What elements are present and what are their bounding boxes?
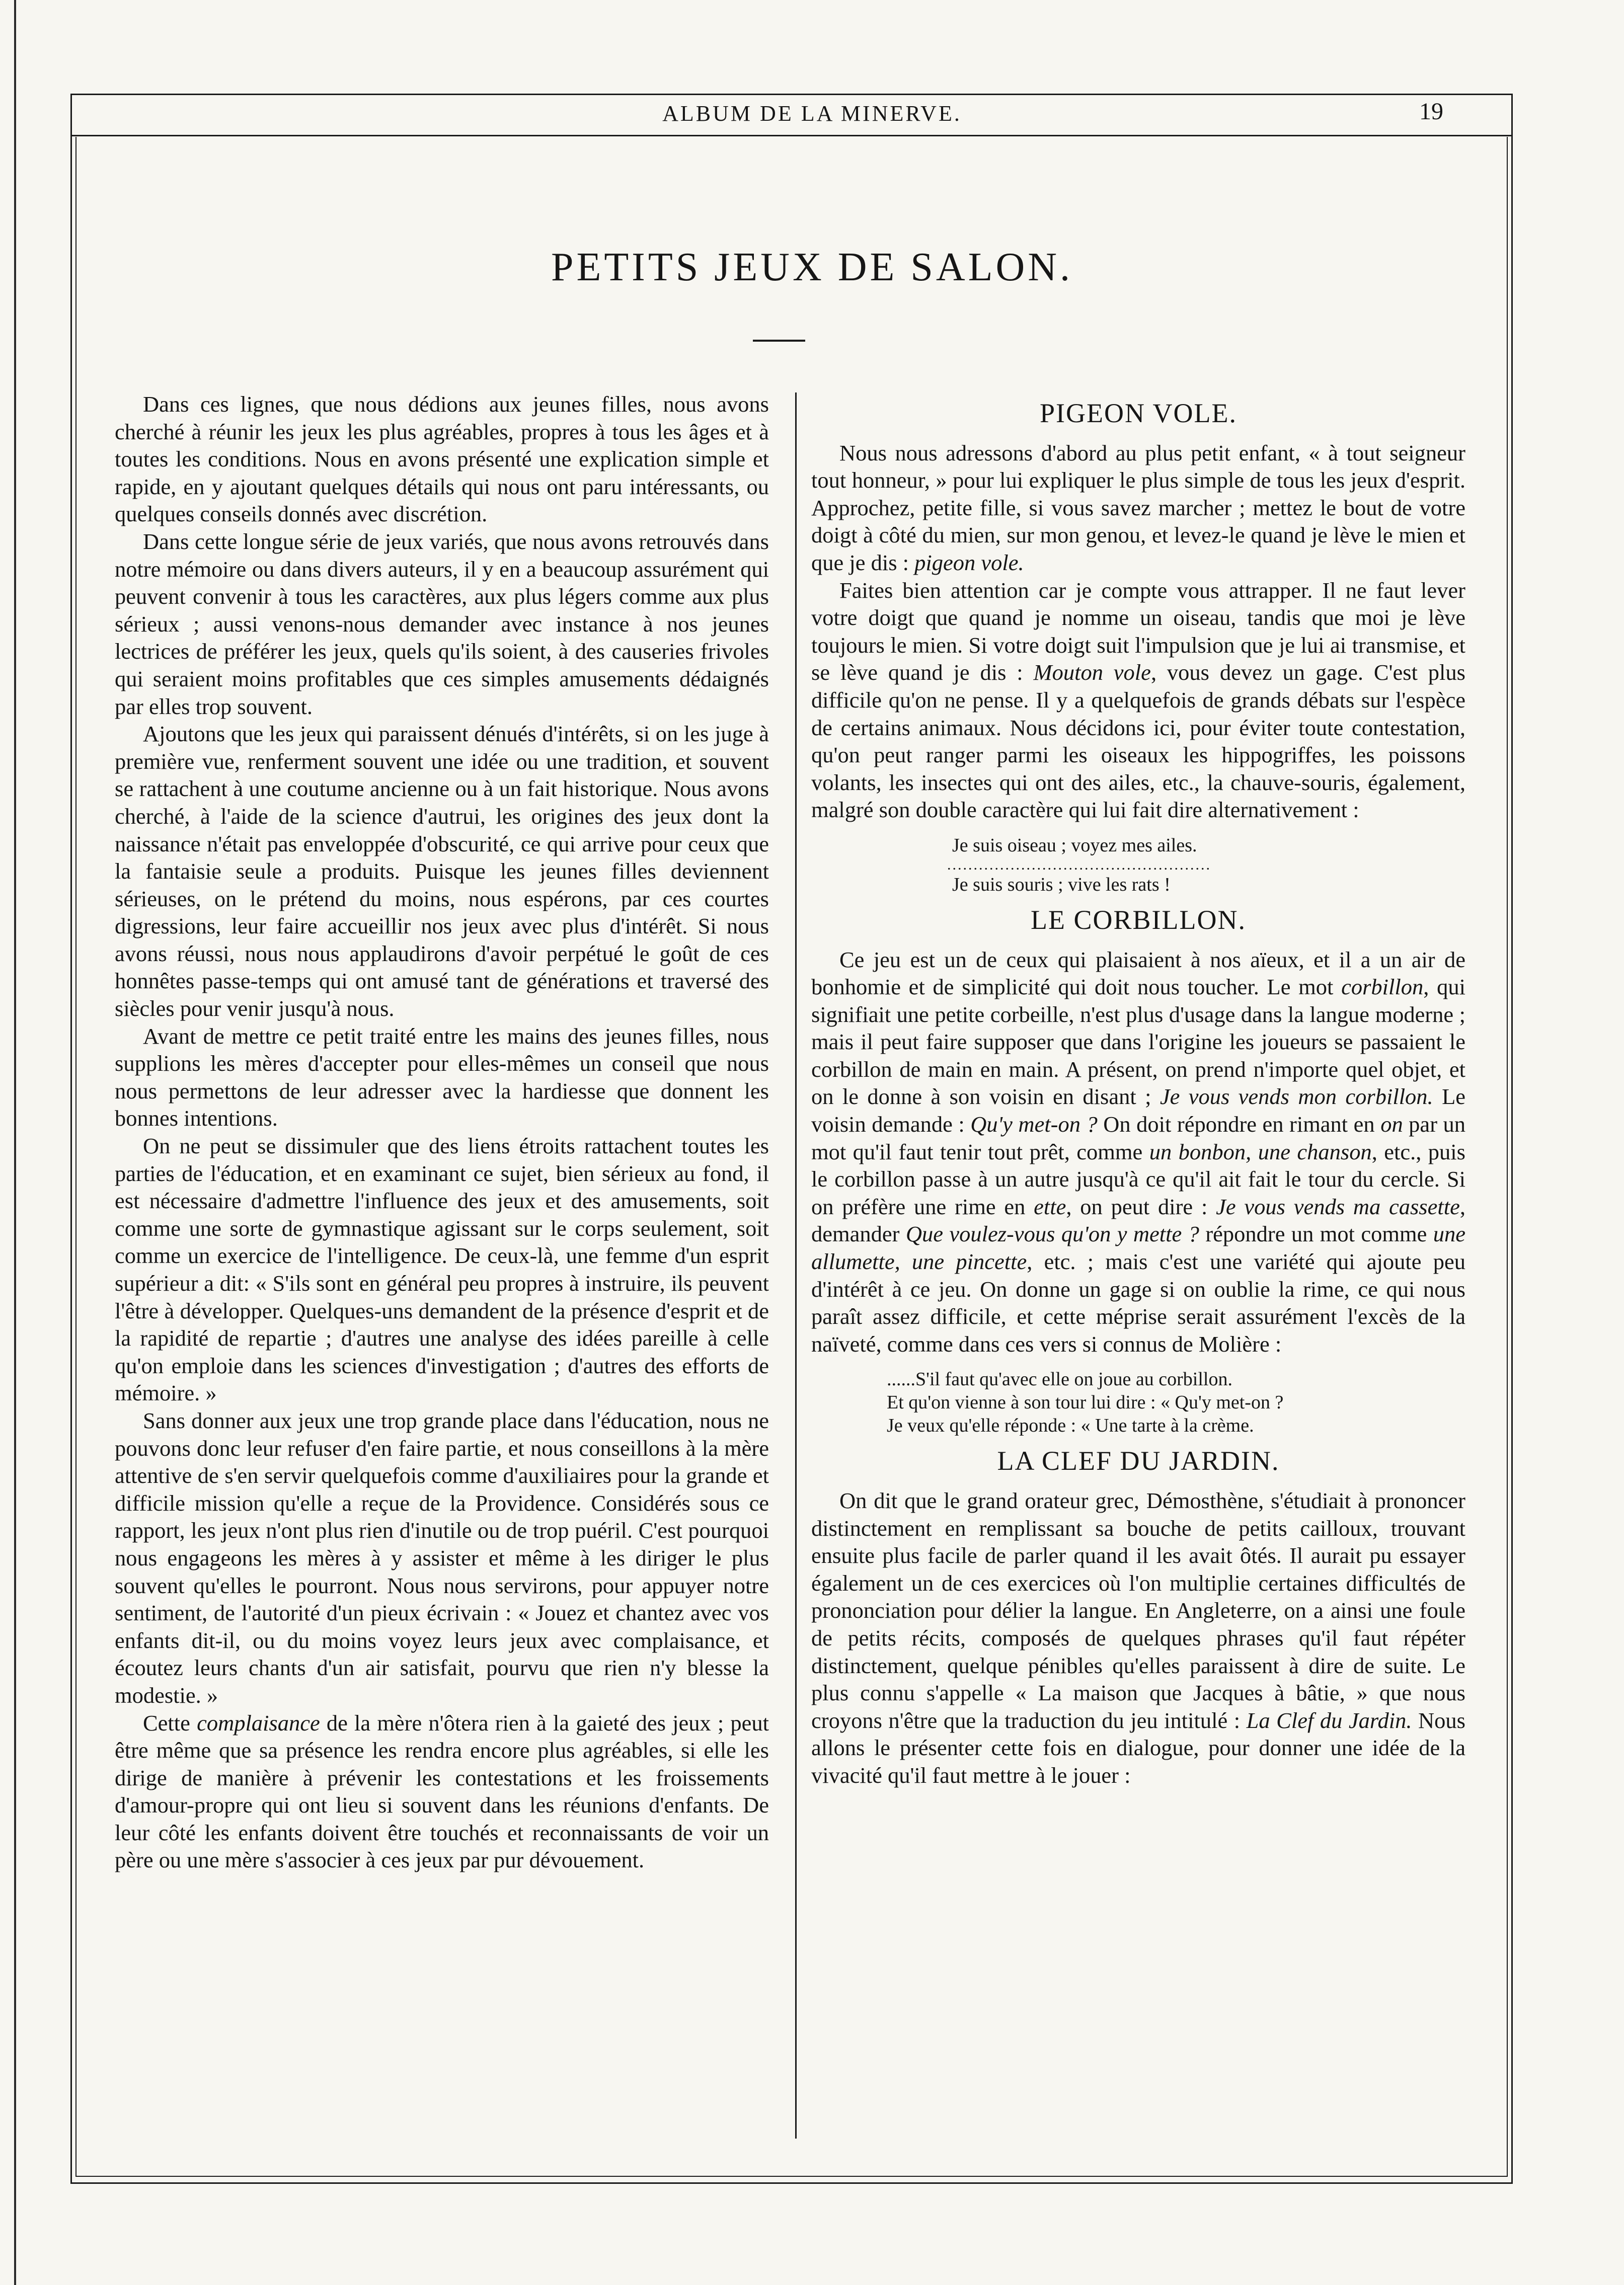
verse-line: Je suis souris ; vive les rats ! xyxy=(952,874,1171,895)
paragraph: Nous nous adressons d'abord au plus petit enfant, « à tout seigneur tout honneur, » pour lui expliquer le plus simple de tous les jeux d'esprit. Approchez, petite fille, si vous savez marcher ; mettez le bout de votre doigt à côté du mien, sur mon genou, et levez-le quand je lève le mien et que je dis : pigeon vole. xyxy=(811,440,1465,575)
paragraph: On dit que le grand orateur grec, Démosthène, s'étudiait à prononcer distinctement en remplissant sa bouche de petits cailloux, trouvant ensuite plus facile de parler quand il les avait ôtés. Il aurait pu essayer également un de ces exercices où l'on multiplie certaines difficultés de prononciation pour délier la langue. En Angleterre, on a ainsi une foule de petits récits, composés de quelques phrases qu'il faut répéter distinctement, quelque pénibles qu'elles paraissent à dire de suite. Le plus connu s'appelle « La maison que Jacques à bâtie, » que nous croyons n'être que la traduction du jeu intitulé : La Clef du Jardin. Nous allons le présenter cette fois en dialogue, pour donner une idée de la vivacité qu'il faut mettre à le jouer : xyxy=(811,1488,1465,1788)
title-rule xyxy=(753,340,805,342)
right-column xyxy=(811,392,1465,1789)
page-number: 19 xyxy=(1419,98,1443,125)
left-column xyxy=(115,390,769,1874)
verse-ellipsis: .................................................. xyxy=(947,856,1211,873)
paragraph: Sans donner aux jeux une trop grande place dans l'éducation, nous ne pouvons donc leur refuser d'en faire partie, et nous conseillons à la mère attentive de s'en servir quelquefois comme d'auxiliaires pour la grande et difficile mission qu'elle a reçue de la Providence. Considérés sous ce rapport, les jeux n'ont plus rien d'inutile ou de trop puéril. C'est pourquoi nous engageons les mères à y assister et même à les diriger le plus souvent qu'elles le pourront. Nous nous servirons, pour appuyer notre sentiment, de l'autorité d'un pieux écrivain : « Jouez et chantez avec vos enfants dit-il, ou du moins voyez leurs jeux avec complaisance, et écoutez leurs chants d'un air satisfait, pourvu que rien n'y blesse la modestie. » xyxy=(115,1407,769,1708)
page-edge-line xyxy=(14,0,16,2285)
paragraph: On ne peut se dissimuler que des liens étroits rattachent toutes les parties de l'éducation, et en examinant ce sujet, bien sérieux au fond, il est nécessaire d'admettre l'influence des jeux et des amusements, soit comme une sorte de gymnastique agissant sur le corps seulement, soit comme un exercice de l'intelligence. De ceux-là, une femme d'un esprit supérieur a dit: « S'ils sont en général peu propres à instruire, ils peuvent l'être à développer. Quelques-uns demandent de la présence d'esprit et de la rapidité de repartie ; d'autres une analyse des idées pareille à celle qu'on emploie dans les sciences d'investigation ; d'autres des efforts de mémoire. » xyxy=(115,1133,769,1406)
verse-line: Et qu'on vienne à son tour lui dire : « Qu'y met-on ? xyxy=(887,1392,1284,1413)
verse-line: Je veux qu'elle réponde : « Une tarte à la crème. xyxy=(887,1415,1254,1437)
paragraph: Ajoutons que les jeux qui paraissent dénués d'intérêts, si on les juge à première vue, renferment souvent une idée ou une tradition, et souvent se rattachent à une coutume ancienne ou à un fait historique. Nous avons cherché, à l'aide de la science d'autrui, les origines des jeux dont la naissance n'était pas enveloppée d'obscurité, ce qui arrive pour ceux que la fantaisie seule a produits. Puisque les jeunes filles deviennent sérieuses, on le prétend du moins, nous espérons, par ces courtes digressions, leur faire accueillir nos jeux avec plus d'intérêt. Si nous avons réussi, nous nous applaudirons d'avoir perpétué le goût de ces honnêtes passe-temps qui ont amusé tant de générations et traversé des siècles pour venir jusqu'à nous. xyxy=(115,721,769,1021)
header-rule xyxy=(70,135,1513,136)
paragraph: Dans ces lignes, que nous dédions aux jeunes filles, nous avons cherché à réunir les jeux les plus agréables, propres à tous les âges et à toutes les conditions. Nous en avons présenté une explication simple et rapide, en y ajoutant quelques détails qui nous ont paru intéressants, ou quelques conseils donnés avec discrétion. xyxy=(115,391,769,527)
paragraph: Ce jeu est un de ceux qui plaisaient à nos aïeux, et il a un air de bonhomie et de simplicité qui doit nous toucher. Le mot corbillon, qui signifiait une petite corbeille, n'est plus d'usage dans la langue moderne ; mais il peut faire supposer que dans l'origine les joueurs se passaient le corbillon de main en main. A présent, on prend n'importe quel objet, et on le donne à son voisin en disant ; Je vous vends mon corbillon. Le voisin demande : Qu'y met-on ? On doit répondre en rimant en on par un mot qu'il faut tenir tout prêt, comme un bonbon, une chanson, etc., puis le corbillon passe à un autre jusqu'à ce qu'il ait fait le tour du cercle. Si on préfère une rime en ette, on peut dire : Je vous vends ma cassette, demander Que voulez-vous qu'on y mette ? répondre un mot comme une allumette, une pincette, etc. ; mais c'est une variété qui ajoute peu d'intérêt à ce jeu. On donne un gage si on oublie la rime, ce qui nous paraît assez difficile, et cette méprise serait assurément l'excès de la naïveté, comme dans ces vers si connus de Molière : xyxy=(811,947,1466,1357)
article-title: PETITS JEUX DE SALON. xyxy=(551,245,1073,289)
paragraph: Avant de mettre ce petit traité entre les mains des jeunes filles, nous supplions les mères d'accepter pour elles-mêmes un conseil que nous nous permettons de leur adresser avec la hardiesse que donnent les bonnes intentions. xyxy=(115,1023,769,1131)
section-heading-la-clef-du-jardin: LA CLEF DU JARDIN. xyxy=(997,1446,1280,1476)
running-head: ALBUM DE LA MINERVE. xyxy=(662,101,962,126)
verse-line: Je suis oiseau ; voyez mes ailes. xyxy=(952,834,1197,856)
paragraph: Faites bien attention car je compte vous attrapper. Il ne faut lever votre doigt que quand je nomme un oiseau, tandis que moi je lève toujours le mien. Si votre doigt suit l'impulsion que je lui ai transmise, et se lève quand je dis : Mouton vole, vous devez un gage. C'est plus difficile qu'on ne pense. Il y a quelquefois de grands débats sur l'espèce de certains animaux. Nous décidons ici, pour éviter toute contestation, qu'on peut ranger parmi les oiseaux les hippogriffes, les poissons volants, les insectes qui ont des ailes, etc., la chauve-souris, également, malgré son double caractère qui lui fait dire alternativement : xyxy=(811,577,1465,823)
section-heading-pigeon-vole: PIGEON VOLE. xyxy=(1040,398,1237,428)
paragraph: Cette complaisance de la mère n'ôtera rien à la gaieté des jeux ; peut être même que sa présence les rendra encore plus agréables, si elle les dirige de manière à prévenir les contestations et les froissements d'amour-propre qui ont lieu si souvent dans les réunions d'enfants. De leur côté les enfants doivent être touchés et reconnaissants de voir un père ou une mère s'associer à ces jeux par pur dévouement. xyxy=(115,1710,769,1873)
paragraph: Dans cette longue série de jeux variés, que nous avons retrouvés dans notre mémoire ou dans divers auteurs, il y en a beaucoup assurément qui peuvent convenir à tous les caractères, aux plus légers comme aux plus sérieux ; aussi venons-nous demander avec instance à nos jeunes lectrices de préférer les jeux, quels qu'ils soient, à des causeries frivoles qui seraient moins profitables que ces simples amusements dédaignés par elles trop souvent. xyxy=(115,528,769,719)
verse-line: ......S'il faut qu'avec elle on joue au corbillon. xyxy=(887,1369,1232,1390)
column-divider xyxy=(795,392,797,2139)
section-heading-le-corbillon: LE CORBILLON. xyxy=(1031,904,1246,935)
